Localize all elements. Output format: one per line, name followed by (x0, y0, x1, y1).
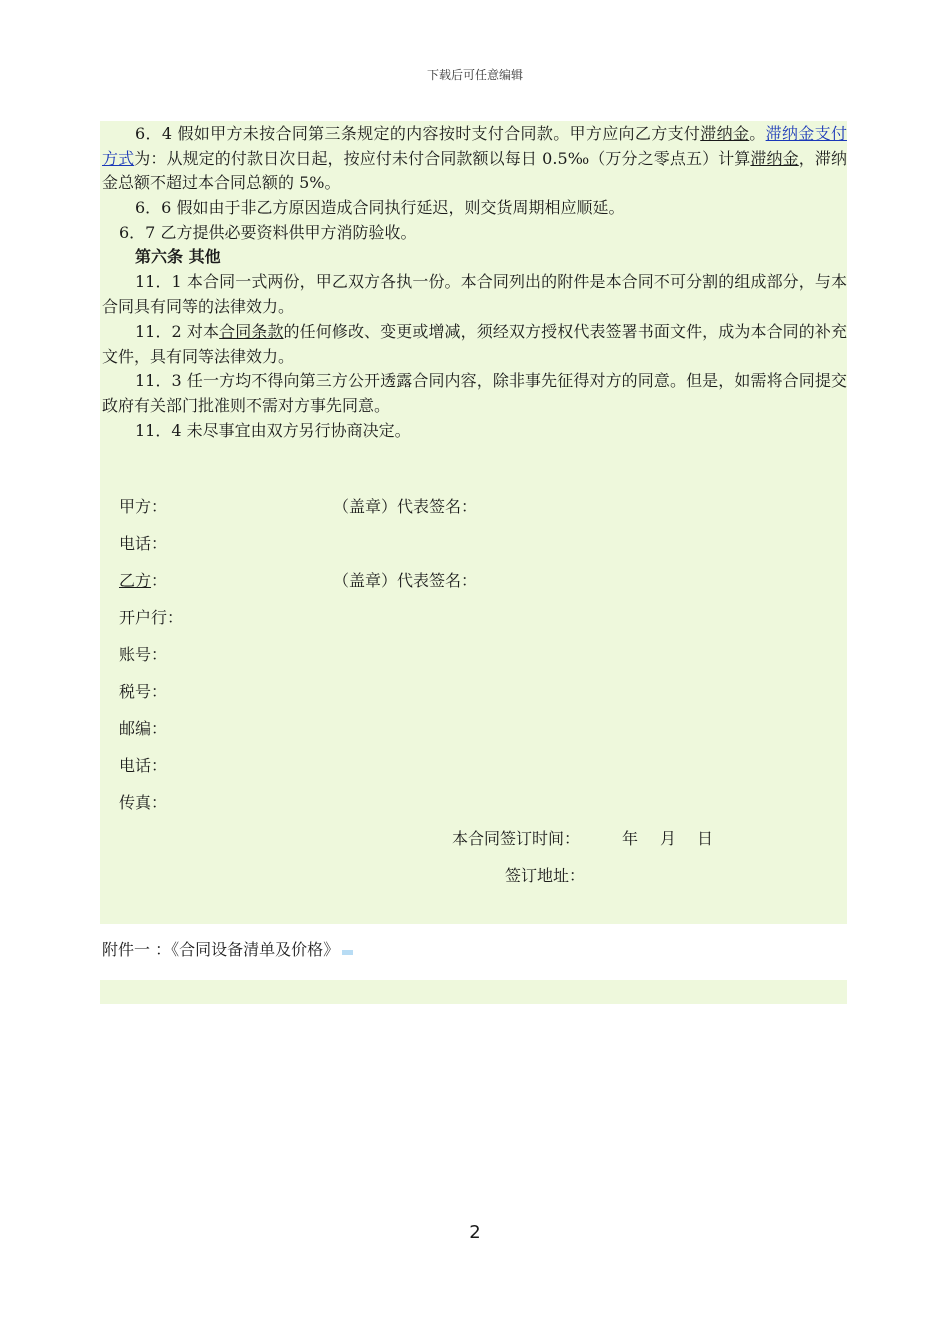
late-fee-payment-link[interactable]: 滞纳金支付方式 (102, 124, 847, 168)
sign-place-label: 签订地址： (505, 866, 586, 885)
party-b-phone-label: 电话： (119, 756, 168, 775)
late-fee-term-2: 滞纳金 (750, 148, 799, 168)
party-a-phone-label: 电话： (119, 534, 168, 553)
late-fee-term: 滞纳金 (700, 124, 750, 143)
clause-6-7: 6．7 乙方提供必要资料供甲方消防验收。 (119, 223, 417, 242)
account-label: 账号： (119, 645, 168, 664)
annex-title: 附件一 ：《合同设备清单及价格》 (102, 940, 340, 959)
tax-id-label: 税号： (119, 682, 168, 701)
page-header: 下载后可任意编辑 (426, 68, 523, 82)
bank-label: 开户行： (119, 608, 184, 627)
contract-terms-term: 合同条款 (219, 322, 284, 341)
party-b-seal-sign-label: （盖章）代表签名： (333, 571, 478, 590)
party-a-seal-sign-label: （盖章）代表签名： (333, 497, 478, 516)
article-6-title: 第六条 其他 (135, 247, 221, 266)
fax-label: 传真： (119, 793, 168, 812)
sign-month-label: 月 (660, 829, 677, 848)
clause-11-1: 11．1 本合同一式两份，甲乙双方各执一份。本合同列出的附件是本合同不可分割的组成部分，与本合同具有同等的法律效力。 (102, 272, 847, 316)
party-b-label: 乙方： (119, 571, 168, 590)
attachment-icon[interactable] (342, 950, 353, 955)
clause-11-3: 11．3 任一方均不得向第三方公开透露合同内容，除非事先征得对方的同意。但是，如需将合同提交政府有关部门批准则不需对方事先同意。 (102, 371, 847, 415)
postcode-label: 邮编： (119, 719, 168, 738)
annex-line (102, 940, 353, 960)
sign-day-label: 日 (697, 829, 714, 848)
page-number: 2 (469, 1222, 481, 1243)
sign-year-label: 年 (622, 829, 639, 848)
sign-time-label: 本合同签订时间： (452, 829, 581, 848)
clause-6-6: 6．6 假如由于非乙方原因造成合同执行延迟，则交货周期相应顺延。 (135, 198, 625, 217)
party-a-label: 甲方： (119, 497, 168, 516)
clause-11-2: 11．2 对本合同条款的任何修改、变更或增减，须经双方授权代表签署书面文件，成为本合同的补充文件，具有同等法律效力。 (102, 322, 847, 366)
annex-panel (100, 980, 847, 1004)
clause-11-4: 11．4 未尽事宜由双方另行协商决定。 (135, 421, 411, 440)
clause-6-4: 6．4 假如甲方未按合同第三条规定的内容按时支付合同款。甲方应向乙方支付滞纳金。滞纳金支付方式为：从规定的付款日次日起，按应付未付合同款额以每日 0.5‰（万分之零点五）计算滞纳金，滞纳金总额不超过本合同总额的 5%。 (102, 124, 847, 192)
